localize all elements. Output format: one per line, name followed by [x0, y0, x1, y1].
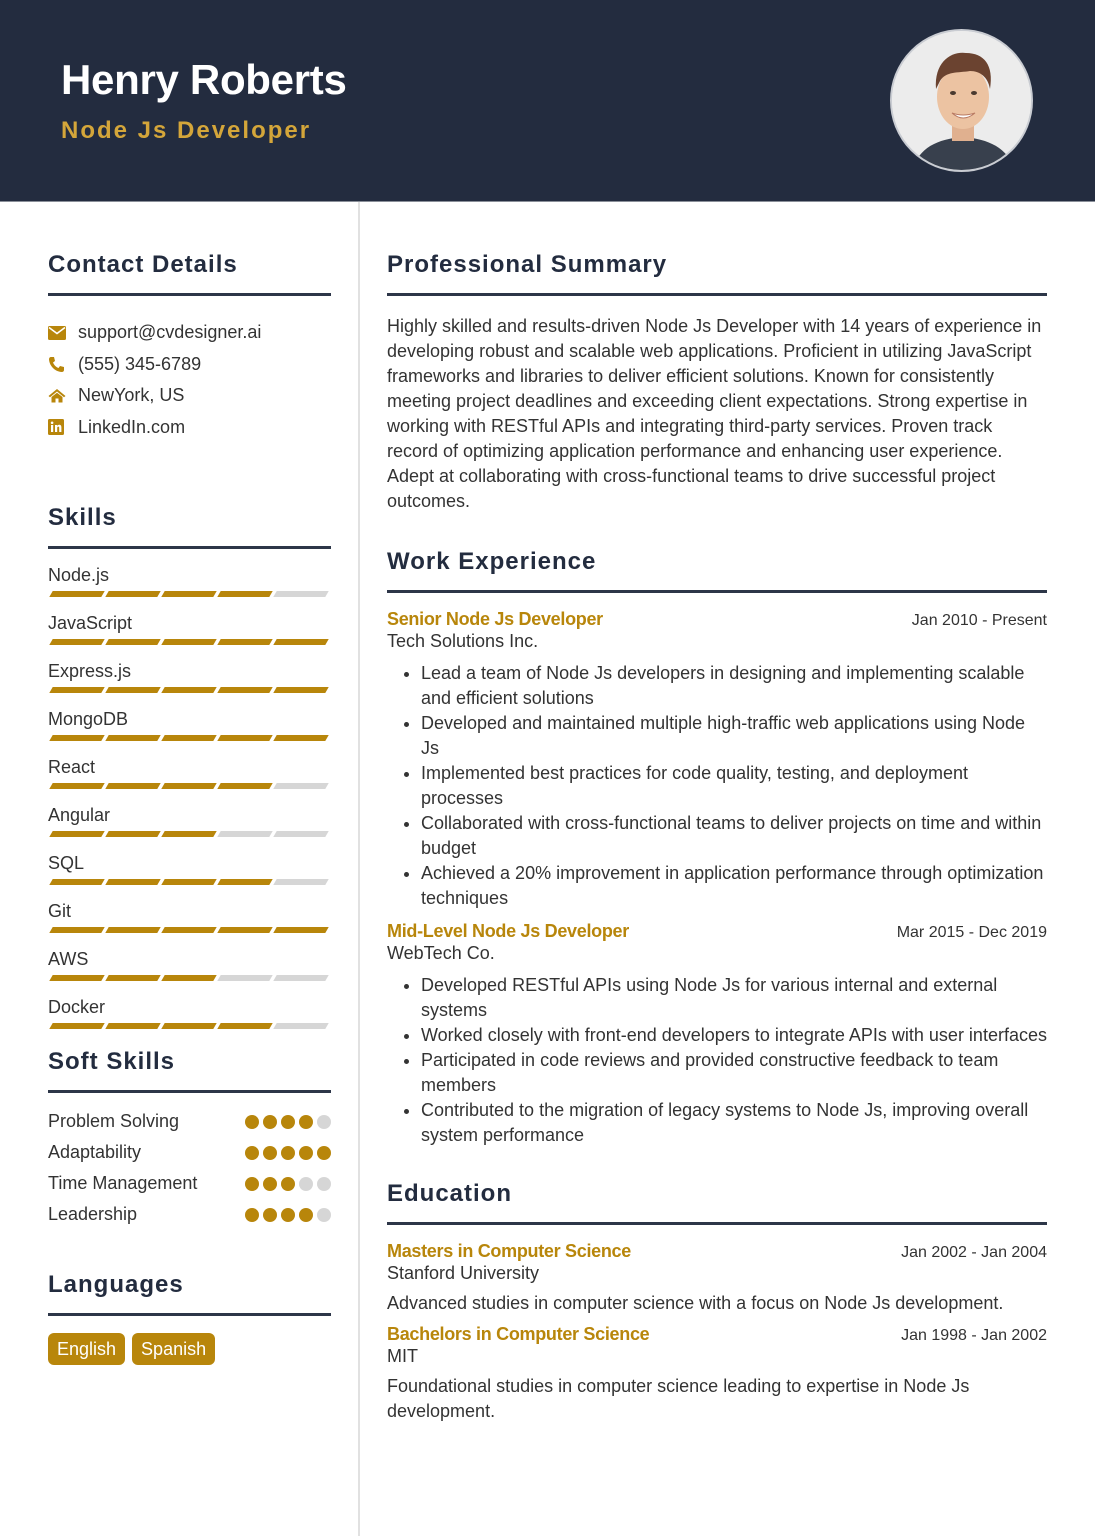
- dot-filled-icon: [317, 1146, 331, 1160]
- bar-segment-filled: [49, 975, 104, 981]
- job-date: Mar 2015 - Dec 2019: [896, 924, 1047, 941]
- bar-segment-filled: [49, 687, 104, 693]
- education-date: Jan 1998 - Jan 2002: [901, 1327, 1047, 1344]
- skill-name: JavaScript: [48, 613, 133, 633]
- left-column: [48, 202, 331, 1365]
- school-name: Stanford University: [387, 1263, 540, 1283]
- section-rule: [387, 293, 1047, 296]
- dot-empty-icon: [317, 1208, 331, 1222]
- job-bullet: • Lead a team of Node Js developers in designing and implementing scalable and efficient solutions: [421, 661, 1047, 711]
- bar-segment-filled: [161, 975, 216, 981]
- soft-skill-name: Problem Solving: [48, 1111, 180, 1131]
- bar-segment-filled: [49, 591, 104, 597]
- bar-segment-empty: [217, 831, 272, 837]
- skill-item: [48, 947, 331, 982]
- contact-section: [48, 251, 331, 443]
- degree-title: Bachelors in Computer Science: [387, 1324, 650, 1344]
- soft-skill-rating: [245, 1109, 331, 1129]
- bar-segment-filled: [161, 927, 216, 933]
- soft-skill-rating: [245, 1140, 331, 1160]
- dot-empty-icon: [317, 1115, 331, 1129]
- bar-segment-filled: [217, 639, 272, 645]
- linkedin-icon: [48, 417, 78, 437]
- bar-segment-filled: [49, 831, 104, 837]
- bar-segment-filled: [217, 735, 272, 741]
- skill-level-bar: [48, 927, 331, 934]
- dot-empty-icon: [317, 1177, 331, 1191]
- dot-filled-icon: [263, 1146, 277, 1160]
- contact-text: support@cvdesigner.ai: [78, 322, 262, 343]
- job-bullet: • Worked closely with front-end developers to integrate APIs with user interfaces: [421, 1023, 1047, 1048]
- soft-skill-item: [48, 1109, 331, 1134]
- contact-location: [48, 380, 331, 412]
- column-divider: [358, 202, 360, 1536]
- job-company: Tech Solutions Inc.: [387, 631, 539, 651]
- profile-photo: [890, 29, 1033, 172]
- section-title: Contact Details: [48, 251, 238, 278]
- soft-skill-rating: [245, 1202, 331, 1222]
- job-title: Mid-Level Node Js Developer: [387, 921, 629, 941]
- section-title: Skills: [48, 504, 117, 531]
- section-title: Education: [387, 1180, 513, 1207]
- soft-skill-name: Leadership: [48, 1204, 138, 1224]
- envelope-icon: [48, 323, 78, 343]
- job-entry: [387, 921, 1047, 1148]
- bar-segment-filled: [49, 783, 104, 789]
- skill-name: Node.js: [48, 565, 110, 585]
- language-badge: English: [48, 1333, 125, 1365]
- bar-segment-filled: [161, 879, 216, 885]
- dot-filled-icon: [299, 1208, 313, 1222]
- languages-list: [48, 1333, 331, 1365]
- education-description: Foundational studies in computer science leading to expertise in Node Js development.: [387, 1376, 970, 1421]
- candidate-role: Node Js Developer: [61, 117, 312, 144]
- skill-name: Express.js: [48, 661, 132, 681]
- education-description: Advanced studies in computer science with a focus on Node Js development.: [387, 1293, 1004, 1313]
- dot-filled-icon: [281, 1146, 295, 1160]
- bar-segment-filled: [273, 639, 328, 645]
- home-icon: [48, 386, 78, 406]
- contact-email[interactable]: [48, 317, 331, 349]
- resume-header: [0, 0, 1095, 202]
- skills-list: [48, 563, 331, 1030]
- bar-segment-filled: [217, 1023, 272, 1029]
- section-title: Soft Skills: [48, 1048, 176, 1075]
- job-bullets: [387, 973, 1047, 1148]
- soft-skill-name: Adaptability: [48, 1142, 142, 1162]
- skill-level-bar: [48, 591, 331, 598]
- soft-skills-section: [48, 1048, 331, 1227]
- bar-segment-empty: [273, 783, 328, 789]
- bar-segment-filled: [105, 783, 160, 789]
- bar-segment-empty: [273, 879, 328, 885]
- bar-segment-filled: [161, 591, 216, 597]
- job-bullet: • Developed and maintained multiple high-traffic web applications using Node Js: [421, 711, 1047, 761]
- bar-segment-empty: [273, 591, 328, 597]
- skill-name: SQL: [48, 853, 85, 873]
- skill-level-bar: [48, 879, 331, 886]
- bar-segment-filled: [105, 879, 160, 885]
- contact-text: LinkedIn.com: [78, 416, 186, 437]
- education-entry: [387, 1324, 1047, 1424]
- bar-segment-filled: [105, 735, 160, 741]
- education-date: Jan 2002 - Jan 2004: [901, 1244, 1047, 1261]
- bar-segment-filled: [217, 783, 272, 789]
- degree-title: Masters in Computer Science: [387, 1241, 631, 1261]
- bar-segment-filled: [161, 687, 216, 693]
- skill-item: [48, 851, 331, 886]
- dot-empty-icon: [299, 1177, 313, 1191]
- phone-icon: [48, 354, 78, 374]
- summary-text: Highly skilled and results-driven Node Js Developer with 14 years of experience in developing robust and scalable web applications. Proficient in utilizing JavaScript frameworks and libraries to deliver efficient solutions. Known for consistently meeting project deadlines and exceeding client expectations. Strong expertise in working with RESTful APIs and integrating third-party services. Proven track record of optimizing application performance and enhancing user experience. Adept at collaborating with cross-functional teams to drive successful project outcomes.: [387, 316, 1042, 511]
- education-header: [387, 1324, 1047, 1345]
- languages-section: [48, 1271, 331, 1365]
- job-bullet: • Implemented best practices for code quality, testing, and deployment processes: [421, 761, 1047, 811]
- dot-filled-icon: [245, 1115, 259, 1129]
- dot-filled-icon: [281, 1177, 295, 1191]
- candidate-name: Henry Roberts: [61, 56, 347, 103]
- skill-name: React: [48, 757, 96, 777]
- section-title: Languages: [48, 1271, 184, 1298]
- skill-name: Git: [48, 901, 72, 921]
- job-entry: [387, 609, 1047, 911]
- summary-section: [387, 251, 1047, 514]
- dot-filled-icon: [245, 1177, 259, 1191]
- soft-skill-item: [48, 1202, 331, 1227]
- dot-filled-icon: [281, 1208, 295, 1222]
- skill-name: AWS: [48, 949, 89, 969]
- job-title: Senior Node Js Developer: [387, 609, 603, 629]
- soft-skills-list: [48, 1109, 331, 1227]
- bar-segment-filled: [273, 687, 328, 693]
- skill-name: Angular: [48, 805, 111, 825]
- skill-item: [48, 563, 331, 598]
- bar-segment-filled: [49, 879, 104, 885]
- soft-skill-item: [48, 1140, 331, 1165]
- bar-segment-filled: [49, 735, 104, 741]
- bar-segment-filled: [49, 1023, 104, 1029]
- bar-segment-filled: [105, 975, 160, 981]
- dot-filled-icon: [245, 1146, 259, 1160]
- dot-filled-icon: [281, 1115, 295, 1129]
- job-bullet: • Participated in code reviews and provided constructive feedback to team members: [421, 1048, 1047, 1098]
- language-badge: Spanish: [132, 1333, 215, 1365]
- bar-segment-filled: [105, 831, 160, 837]
- skill-level-bar: [48, 639, 331, 646]
- bar-segment-filled: [49, 639, 104, 645]
- section-rule: [387, 1222, 1047, 1225]
- section-rule: [48, 1090, 331, 1093]
- dot-filled-icon: [299, 1146, 313, 1160]
- avatar-illustration-icon: [892, 31, 1033, 172]
- bar-segment-filled: [217, 927, 272, 933]
- skill-item: [48, 659, 331, 694]
- skill-item: [48, 899, 331, 934]
- skills-section: [48, 504, 331, 1030]
- skill-item: [48, 803, 331, 838]
- skill-level-bar: [48, 687, 331, 694]
- contact-linkedin[interactable]: [48, 412, 331, 444]
- skill-item: [48, 611, 331, 646]
- bar-segment-filled: [217, 591, 272, 597]
- section-rule: [48, 546, 331, 549]
- bar-segment-filled: [161, 783, 216, 789]
- right-column: [387, 202, 1047, 1424]
- contact-list: [48, 317, 331, 443]
- soft-skill-rating: [245, 1171, 331, 1191]
- section-rule: [387, 590, 1047, 593]
- contact-text: NewYork, US: [78, 385, 185, 406]
- bar-segment-filled: [105, 639, 160, 645]
- soft-skill-name: Time Management: [48, 1173, 198, 1193]
- bar-segment-filled: [105, 687, 160, 693]
- skill-level-bar: [48, 1023, 331, 1030]
- jobs-list: [387, 609, 1047, 1148]
- job-header: [387, 921, 1047, 942]
- bar-segment-filled: [161, 735, 216, 741]
- education-list: [387, 1241, 1047, 1424]
- contact-text: (555) 345-6789: [78, 353, 202, 374]
- skill-level-bar: [48, 831, 331, 838]
- soft-skill-item: [48, 1171, 331, 1196]
- school-name: MIT: [387, 1346, 418, 1366]
- section-rule: [48, 1313, 331, 1316]
- bar-segment-filled: [273, 927, 328, 933]
- bar-segment-filled: [161, 1023, 216, 1029]
- skill-item: [48, 755, 331, 790]
- education-header: [387, 1241, 1047, 1262]
- skill-level-bar: [48, 975, 331, 982]
- job-bullet: • Contributed to the migration of legacy systems to Node Js, improving overall system performance: [421, 1098, 1047, 1148]
- skill-item: [48, 707, 331, 742]
- job-bullets: [387, 661, 1047, 911]
- skill-name: MongoDB: [48, 709, 129, 729]
- experience-section: [387, 548, 1047, 1148]
- job-company: WebTech Co.: [387, 943, 495, 963]
- job-bullet: • Achieved a 20% improvement in application performance through optimization techniques: [421, 861, 1047, 911]
- section-title: Work Experience: [387, 548, 597, 575]
- dot-filled-icon: [263, 1177, 277, 1191]
- dot-filled-icon: [263, 1115, 277, 1129]
- bar-segment-filled: [161, 831, 216, 837]
- section-rule: [48, 293, 331, 296]
- bar-segment-filled: [217, 879, 272, 885]
- job-date: Jan 2010 - Present: [911, 612, 1047, 629]
- bar-segment-filled: [161, 639, 216, 645]
- contact-phone[interactable]: [48, 349, 331, 381]
- dot-filled-icon: [245, 1208, 259, 1222]
- job-bullet: • Developed RESTful APIs using Node Js for various internal and external systems: [421, 973, 1047, 1023]
- dot-filled-icon: [299, 1115, 313, 1129]
- bar-segment-filled: [105, 927, 160, 933]
- bar-segment-filled: [105, 1023, 160, 1029]
- bar-segment-filled: [217, 687, 272, 693]
- job-header: [387, 609, 1047, 630]
- bar-segment-empty: [273, 975, 328, 981]
- education-section: [387, 1180, 1047, 1424]
- skill-item: [48, 995, 331, 1030]
- bar-segment-filled: [49, 927, 104, 933]
- section-title: Professional Summary: [387, 251, 668, 278]
- bar-segment-empty: [273, 1023, 328, 1029]
- dot-filled-icon: [263, 1208, 277, 1222]
- bar-segment-empty: [217, 975, 272, 981]
- education-entry: [387, 1241, 1047, 1316]
- skill-level-bar: [48, 735, 331, 742]
- job-bullet: • Collaborated with cross-functional teams to deliver projects on time and within budget: [421, 811, 1047, 861]
- bar-segment-filled: [273, 735, 328, 741]
- skill-level-bar: [48, 783, 331, 790]
- bar-segment-empty: [273, 831, 328, 837]
- skill-name: Docker: [48, 997, 106, 1017]
- bar-segment-filled: [105, 591, 160, 597]
